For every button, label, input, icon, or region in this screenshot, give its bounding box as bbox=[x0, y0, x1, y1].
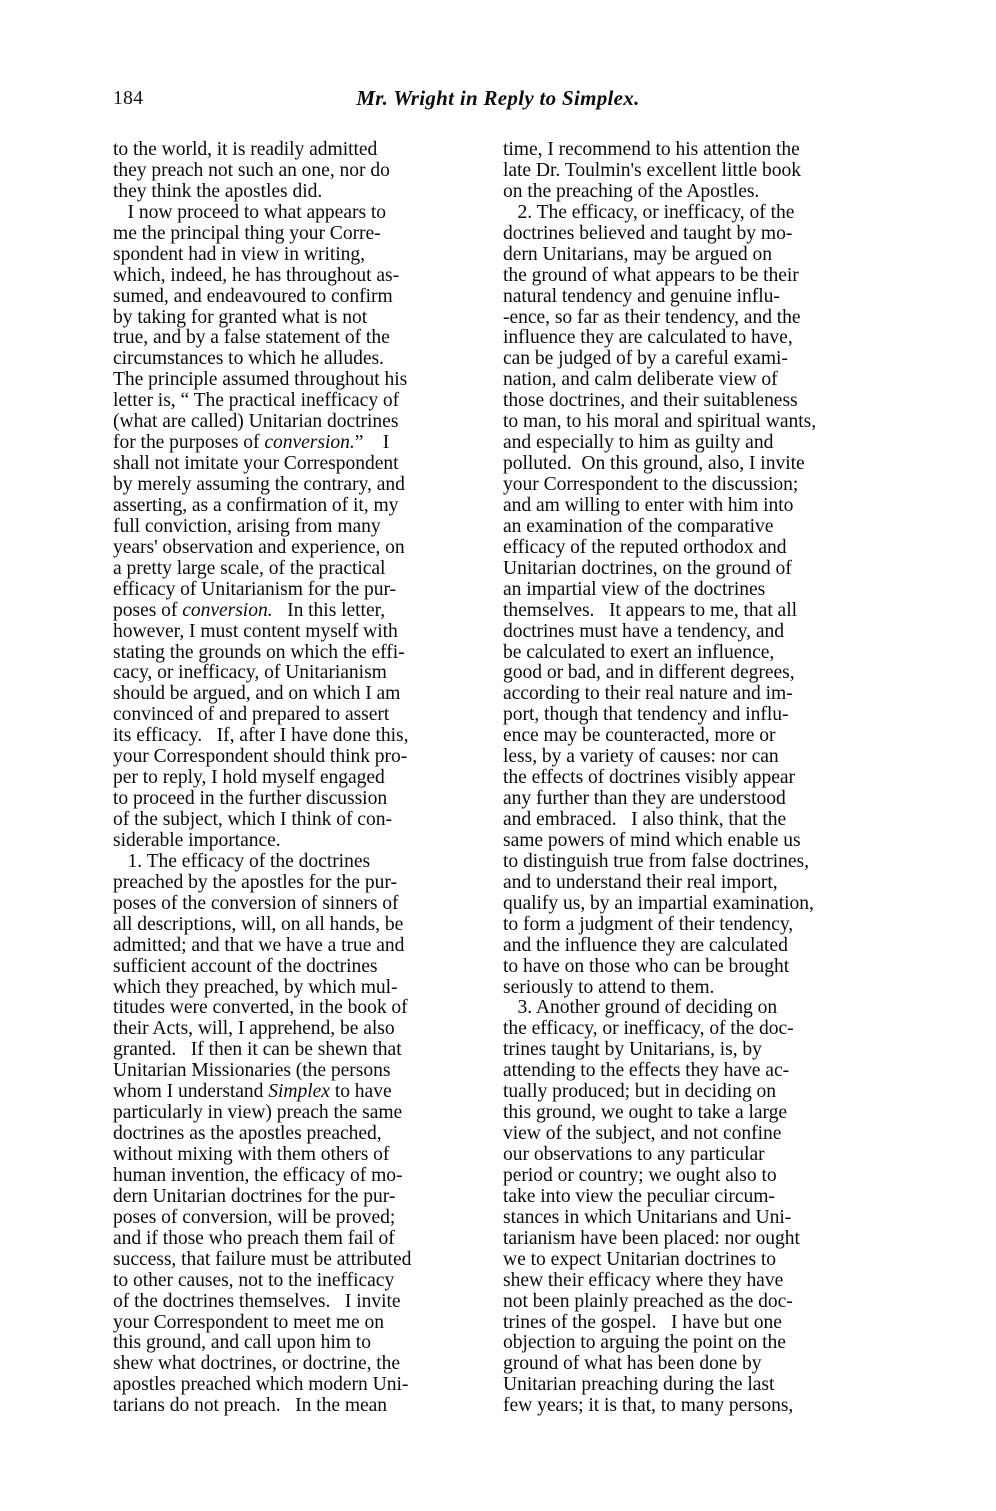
text-line: by taking for granted what is not bbox=[113, 306, 368, 328]
page-number: 184 bbox=[113, 88, 144, 109]
text-line: 3. Another ground of deciding on bbox=[503, 997, 778, 1019]
text-line: its efficacy. If, after I have done this, bbox=[113, 725, 409, 747]
text-line: circumstances to which he alludes. bbox=[113, 348, 384, 370]
text-line: stances in which Unitarians and Uni- bbox=[503, 1206, 792, 1228]
text-line: true, and by a false statement of the bbox=[113, 327, 390, 349]
text-line: your Correspondent should think pro- bbox=[113, 746, 408, 768]
text-line: full conviction, arising from many bbox=[113, 515, 381, 537]
text-line: sumed, and endeavoured to confirm bbox=[113, 285, 393, 307]
text-line: years' observation and experience, on bbox=[113, 536, 405, 558]
text-line: to distinguish true from false doctrines, bbox=[503, 850, 809, 872]
text-line: natural tendency and genuine influ- bbox=[503, 285, 780, 307]
text-line: to other causes, not to the inefficacy bbox=[113, 1269, 395, 1291]
text-line: admitted; and that we have a true and bbox=[113, 934, 405, 956]
text-line: influence they are calculated to have, bbox=[503, 327, 793, 349]
text-column-left bbox=[113, 140, 471, 1417]
text-line: shew their efficacy where they have bbox=[503, 1269, 784, 1291]
text-line: ground of what has been done by bbox=[503, 1353, 762, 1375]
text-line: ence may be counteracted, more or bbox=[503, 725, 776, 747]
text-line: preached by the apostles for the pur- bbox=[113, 871, 397, 893]
text-line: according to their real nature and im- bbox=[503, 683, 793, 705]
text-line: letter is, “ The practical inefficacy of bbox=[113, 390, 400, 412]
text-line: nation, and calm deliberate view of bbox=[503, 369, 778, 391]
text-line: and am willing to enter with him into bbox=[503, 494, 794, 516]
text-line: same powers of mind which enable us bbox=[503, 829, 801, 851]
text-line: apostles preached which modern Uni- bbox=[113, 1374, 409, 1396]
running-head bbox=[113, 86, 883, 116]
text-line: stating the grounds on which the effi- bbox=[113, 641, 405, 663]
text-line: granted. If then it can be shewn that bbox=[113, 1039, 402, 1061]
text-line: whom I understand Simplex to have bbox=[113, 1081, 392, 1103]
text-line: they preach not such an one, nor do bbox=[113, 159, 390, 181]
text-line: the efficacy, or inefficacy, of the doc- bbox=[503, 1018, 794, 1040]
text-line: take into view the peculiar circum- bbox=[503, 1185, 775, 1207]
text-line: Unitarian doctrines, on the ground of bbox=[503, 557, 792, 579]
text-line: 2. The efficacy, or inefficacy, of the bbox=[503, 201, 795, 223]
text-line: to have on those who can be brought bbox=[503, 955, 790, 977]
text-line: tarianism have been placed: nor ought bbox=[503, 1227, 800, 1249]
text-line: polluted. On this ground, also, I invite bbox=[503, 453, 805, 475]
text-column-right bbox=[503, 140, 861, 1417]
text-line: period or country; we ought also to bbox=[503, 1164, 777, 1186]
text-line: not been plainly preached as the doc- bbox=[503, 1290, 793, 1312]
text-line: Unitarian preaching during the last bbox=[503, 1374, 775, 1396]
text-line: port, though that tendency and influ- bbox=[503, 704, 789, 726]
text-line: on the preaching of the Apostles. bbox=[503, 180, 760, 202]
text-line: the effects of doctrines visibly appear bbox=[503, 767, 796, 789]
text-line: of the doctrines themselves. I invite bbox=[113, 1290, 401, 1312]
text-line: few years; it is that, to many persons, bbox=[503, 1395, 794, 1417]
text-line: qualify us, by an impartial examination, bbox=[503, 892, 814, 914]
text-line: time, I recommend to his attention the bbox=[503, 139, 800, 160]
text-line: and embraced. I also think, that the bbox=[503, 809, 787, 830]
text-line: trines of the gospel. I have but one bbox=[503, 1311, 782, 1333]
text-line: an examination of the comparative bbox=[503, 515, 774, 537]
running-title: Mr. Wright in Reply to Simplex. bbox=[356, 86, 640, 110]
text-line: tually produced; but in deciding on bbox=[503, 1081, 777, 1103]
text-line: to proceed in the further discussion bbox=[113, 788, 388, 810]
text-line: and the influence they are calculated bbox=[503, 934, 788, 956]
text-line: doctrines must have a tendency, and bbox=[503, 620, 784, 642]
text-line: per to reply, I hold myself engaged bbox=[113, 767, 385, 789]
text-line: we to expect Unitarian doctrines to bbox=[503, 1248, 777, 1270]
text-line: sufficient account of the doctrines bbox=[113, 955, 378, 977]
text-line: less, by a variety of causes: nor can bbox=[503, 746, 779, 768]
text-line: be calculated to exert an influence, bbox=[503, 641, 775, 663]
text-line: dern Unitarian doctrines for the pur- bbox=[113, 1185, 396, 1207]
text-line: The principle assumed throughout his bbox=[113, 369, 408, 391]
text-line: poses of conversion, will be proved; bbox=[113, 1206, 396, 1228]
text-line: themselves. It appears to me, that all bbox=[503, 599, 797, 621]
text-line: to the world, it is readily admitted bbox=[113, 139, 378, 160]
text-line: trines taught by Unitarians, is, by bbox=[503, 1039, 762, 1061]
text-line: to form a judgment of their tendency, bbox=[503, 913, 794, 935]
text-line: 1. The efficacy of the doctrines bbox=[113, 850, 371, 872]
text-line: poses of conversion. In this letter, bbox=[113, 599, 386, 621]
text-line: their Acts, will, I apprehend, be also bbox=[113, 1018, 395, 1040]
text-line: and if those who preach them fail of bbox=[113, 1227, 395, 1249]
text-line: Unitarian Missionaries (the persons bbox=[113, 1060, 391, 1082]
text-line: however, I must content myself with bbox=[113, 620, 398, 642]
text-line: should be argued, and on which I am bbox=[113, 683, 401, 705]
text-line: your Correspondent to the discussion; bbox=[503, 474, 799, 495]
text-line: and to understand their real import, bbox=[503, 871, 778, 893]
text-line: efficacy of the reputed orthodox and bbox=[503, 536, 787, 558]
text-line: of the subject, which I think of con- bbox=[113, 809, 392, 830]
text-line: good or bad, and in different degrees, bbox=[503, 662, 795, 684]
text-line: to man, to his moral and spiritual wants, bbox=[503, 411, 817, 433]
text-line: view of the subject, and not confine bbox=[503, 1123, 782, 1145]
text-line: siderable importance. bbox=[113, 829, 281, 851]
text-line: and especially to him as guilty and bbox=[503, 432, 774, 454]
text-line: particularly in view) preach the same bbox=[113, 1102, 403, 1124]
text-line: this ground, and call upon him to bbox=[113, 1332, 371, 1354]
text-line: doctrines as the apostles preached, bbox=[113, 1123, 382, 1145]
text-line: doctrines believed and taught by mo- bbox=[503, 222, 793, 244]
text-line: shall not imitate your Correspondent bbox=[113, 453, 399, 475]
text-line: convinced of and prepared to assert bbox=[113, 704, 390, 726]
text-line: those doctrines, and their suitableness bbox=[503, 390, 798, 412]
text-line: -ence, so far as their tendency, and the bbox=[503, 306, 801, 328]
text-line: poses of the conversion of sinners of bbox=[113, 892, 399, 914]
text-line: shew what doctrines, or doctrine, the bbox=[113, 1353, 401, 1375]
text-line: your Correspondent to meet me on bbox=[113, 1311, 385, 1333]
text-line: tarians do not preach. In the mean bbox=[113, 1395, 388, 1417]
text-line: spondent had in view in writing, bbox=[113, 243, 365, 265]
text-line: asserting, as a confirmation of it, my bbox=[113, 494, 399, 516]
text-line: attending to the effects they have ac- bbox=[503, 1060, 790, 1082]
text-line: a pretty large scale, of the practical bbox=[113, 557, 386, 579]
text-line: for the purposes of conversion.” I bbox=[113, 432, 390, 454]
text-line: titudes were converted, in the book of bbox=[113, 997, 408, 1019]
text-line: the ground of what appears to be their bbox=[503, 264, 799, 286]
text-line: efficacy of Unitarianism for the pur- bbox=[113, 578, 397, 600]
text-line: all descriptions, will, on all hands, be bbox=[113, 913, 404, 935]
text-line: any further than they are understood bbox=[503, 788, 786, 810]
text-line: human invention, the efficacy of mo- bbox=[113, 1164, 403, 1186]
text-line: dern Unitarians, may be argued on bbox=[503, 243, 772, 265]
text-line: (what are called) Unitarian doctrines bbox=[113, 411, 399, 433]
text-line: which they preached, by which mul- bbox=[113, 976, 398, 998]
text-line: me the principal thing your Corre- bbox=[113, 222, 381, 244]
text-line: seriously to attend to them. bbox=[503, 976, 715, 998]
text-line: which, indeed, he has throughout as- bbox=[113, 264, 400, 286]
text-line: they think the apostles did. bbox=[113, 180, 323, 202]
text-line: success, that failure must be attributed bbox=[113, 1248, 412, 1270]
text-line: without mixing with them others of bbox=[113, 1144, 390, 1165]
text-line: our observations to any particular bbox=[503, 1144, 765, 1165]
text-line: objection to arguing the point on the bbox=[503, 1332, 786, 1354]
text-line: can be judged of by a careful exami- bbox=[503, 348, 788, 370]
text-line: cacy, or inefficacy, of Unitarianism bbox=[113, 662, 387, 684]
text-line: late Dr. Toulmin's excellent little book bbox=[503, 159, 802, 181]
text-line: by merely assuming the contrary, and bbox=[113, 474, 405, 495]
text-line: I now proceed to what appears to bbox=[113, 201, 387, 223]
text-line: an impartial view of the doctrines bbox=[503, 578, 766, 600]
text-line: this ground, we ought to take a large bbox=[503, 1102, 788, 1124]
